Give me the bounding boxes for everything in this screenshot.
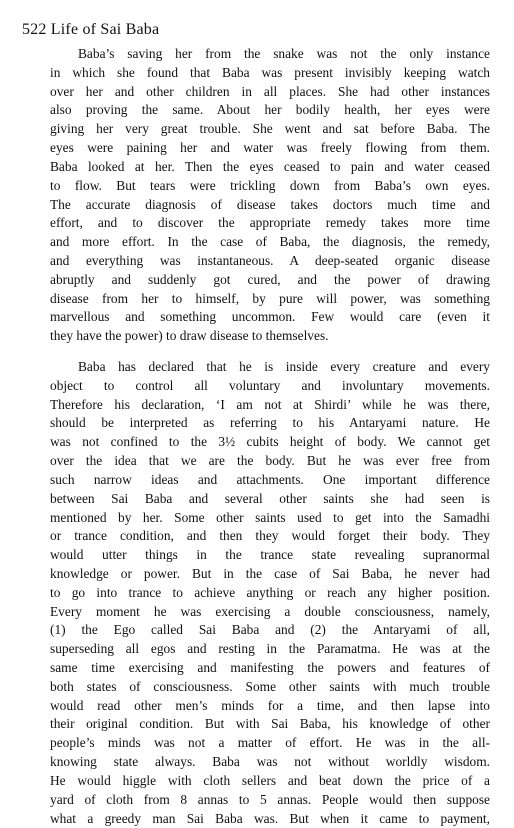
text-line: He would higgle with cloth sellers and beat down the price of a: [50, 772, 490, 791]
text-line: over her and other children in all places. She had other instances: [50, 83, 490, 102]
text-line: was not confined to the 3½ cubits height of body. We cannot get: [50, 433, 490, 452]
text-line: knowing state always. Baba was not without worldly wisdom.: [50, 753, 490, 772]
text-line: to go into trance to achieve anything or reach any higher position.: [50, 584, 490, 603]
text-line: Therefore his declaration, ‘I am not at Shirdi’ while he was there,: [50, 396, 490, 415]
text-line: Every moment he was exercising a double consciousness, namely,: [50, 603, 490, 622]
paragraph-gap: [50, 346, 490, 358]
text-line: what a greedy man Sai Baba was. But when it came to payment,: [50, 810, 490, 828]
text-line: mentioned by her. Some other saints used to get into the Samadhi: [50, 509, 490, 528]
text-line: in which she found that Baba was present invisibly keeping watch: [50, 64, 490, 83]
text-line: they have the power) to draw disease to themselves.: [50, 327, 490, 346]
text-line: yard of cloth from 8 annas to 5 annas. People would then suppose: [50, 791, 490, 810]
text-line: Baba’s saving her from the snake was not the only instance: [50, 45, 490, 64]
text-line: disease from her to himself, by pure will power, was something: [50, 290, 490, 309]
text-line: effort, and to discover the appropriate remedy takes more time: [50, 214, 490, 233]
text-line: between Sai Baba and several other saints she had seen is: [50, 490, 490, 509]
text-line: superseding all egos and resting in the Paramatma. He was at the: [50, 640, 490, 659]
text-line: and everything was instantaneous. A deep-seated organic disease: [50, 252, 490, 271]
text-line: both states of consciousness. Some other saints with much trouble: [50, 678, 490, 697]
text-line: marvellous and something uncommon. Few would care (even it: [50, 308, 490, 327]
text-line: Baba has declared that he is inside every creature and every: [50, 358, 490, 377]
text-line: over the idea that we are the body. But he was ever free from: [50, 452, 490, 471]
body-text: [50, 45, 490, 828]
text-line: The accurate diagnosis of disease takes doctors much time and: [50, 196, 490, 215]
text-line: same time exercising and manifesting the powers and features of: [50, 659, 490, 678]
text-line: people’s minds was not a matter of effort. He was in the all-: [50, 734, 490, 753]
text-line: and more effort. In the case of Baba, the diagnosis, the remedy,: [50, 233, 490, 252]
text-line: abruptly and suddenly got cured, and the power of drawing: [50, 271, 490, 290]
text-line: giving her very great trouble. She went and sat before Baba. The: [50, 120, 490, 139]
page-header: 522 Life of Sai Baba: [22, 20, 159, 40]
text-line: knowledge or power. But in the case of Sai Baba, he never had: [50, 565, 490, 584]
text-line: would read other men’s minds for a time, and then lapse into: [50, 697, 490, 716]
text-line: or trance condition, and then they would forget their body. They: [50, 527, 490, 546]
text-line: object to control all voluntary and involuntary movements.: [50, 377, 490, 396]
text-line: eyes were paining her and water was freely flowing from them.: [50, 139, 490, 158]
paragraph: [50, 45, 490, 346]
text-line: (1) the Ego called Sai Baba and (2) the Antaryami of all,: [50, 621, 490, 640]
text-line: should be interpreted as referring to his Antaryami nature. He: [50, 414, 490, 433]
text-line: such narrow ideas and attachments. One important difference: [50, 471, 490, 490]
paragraph: [50, 358, 490, 828]
text-line: their original condition. But with Sai Baba, his knowledge of other: [50, 715, 490, 734]
text-line: would utter things in the trance state revealing supranormal: [50, 546, 490, 565]
text-line: also proving the same. About her bodily health, her eyes were: [50, 101, 490, 120]
text-line: to flow. But tears were trickling down from Baba’s own eyes.: [50, 177, 490, 196]
text-line: Baba looked at her. Then the eyes ceased to pain and water ceased: [50, 158, 490, 177]
